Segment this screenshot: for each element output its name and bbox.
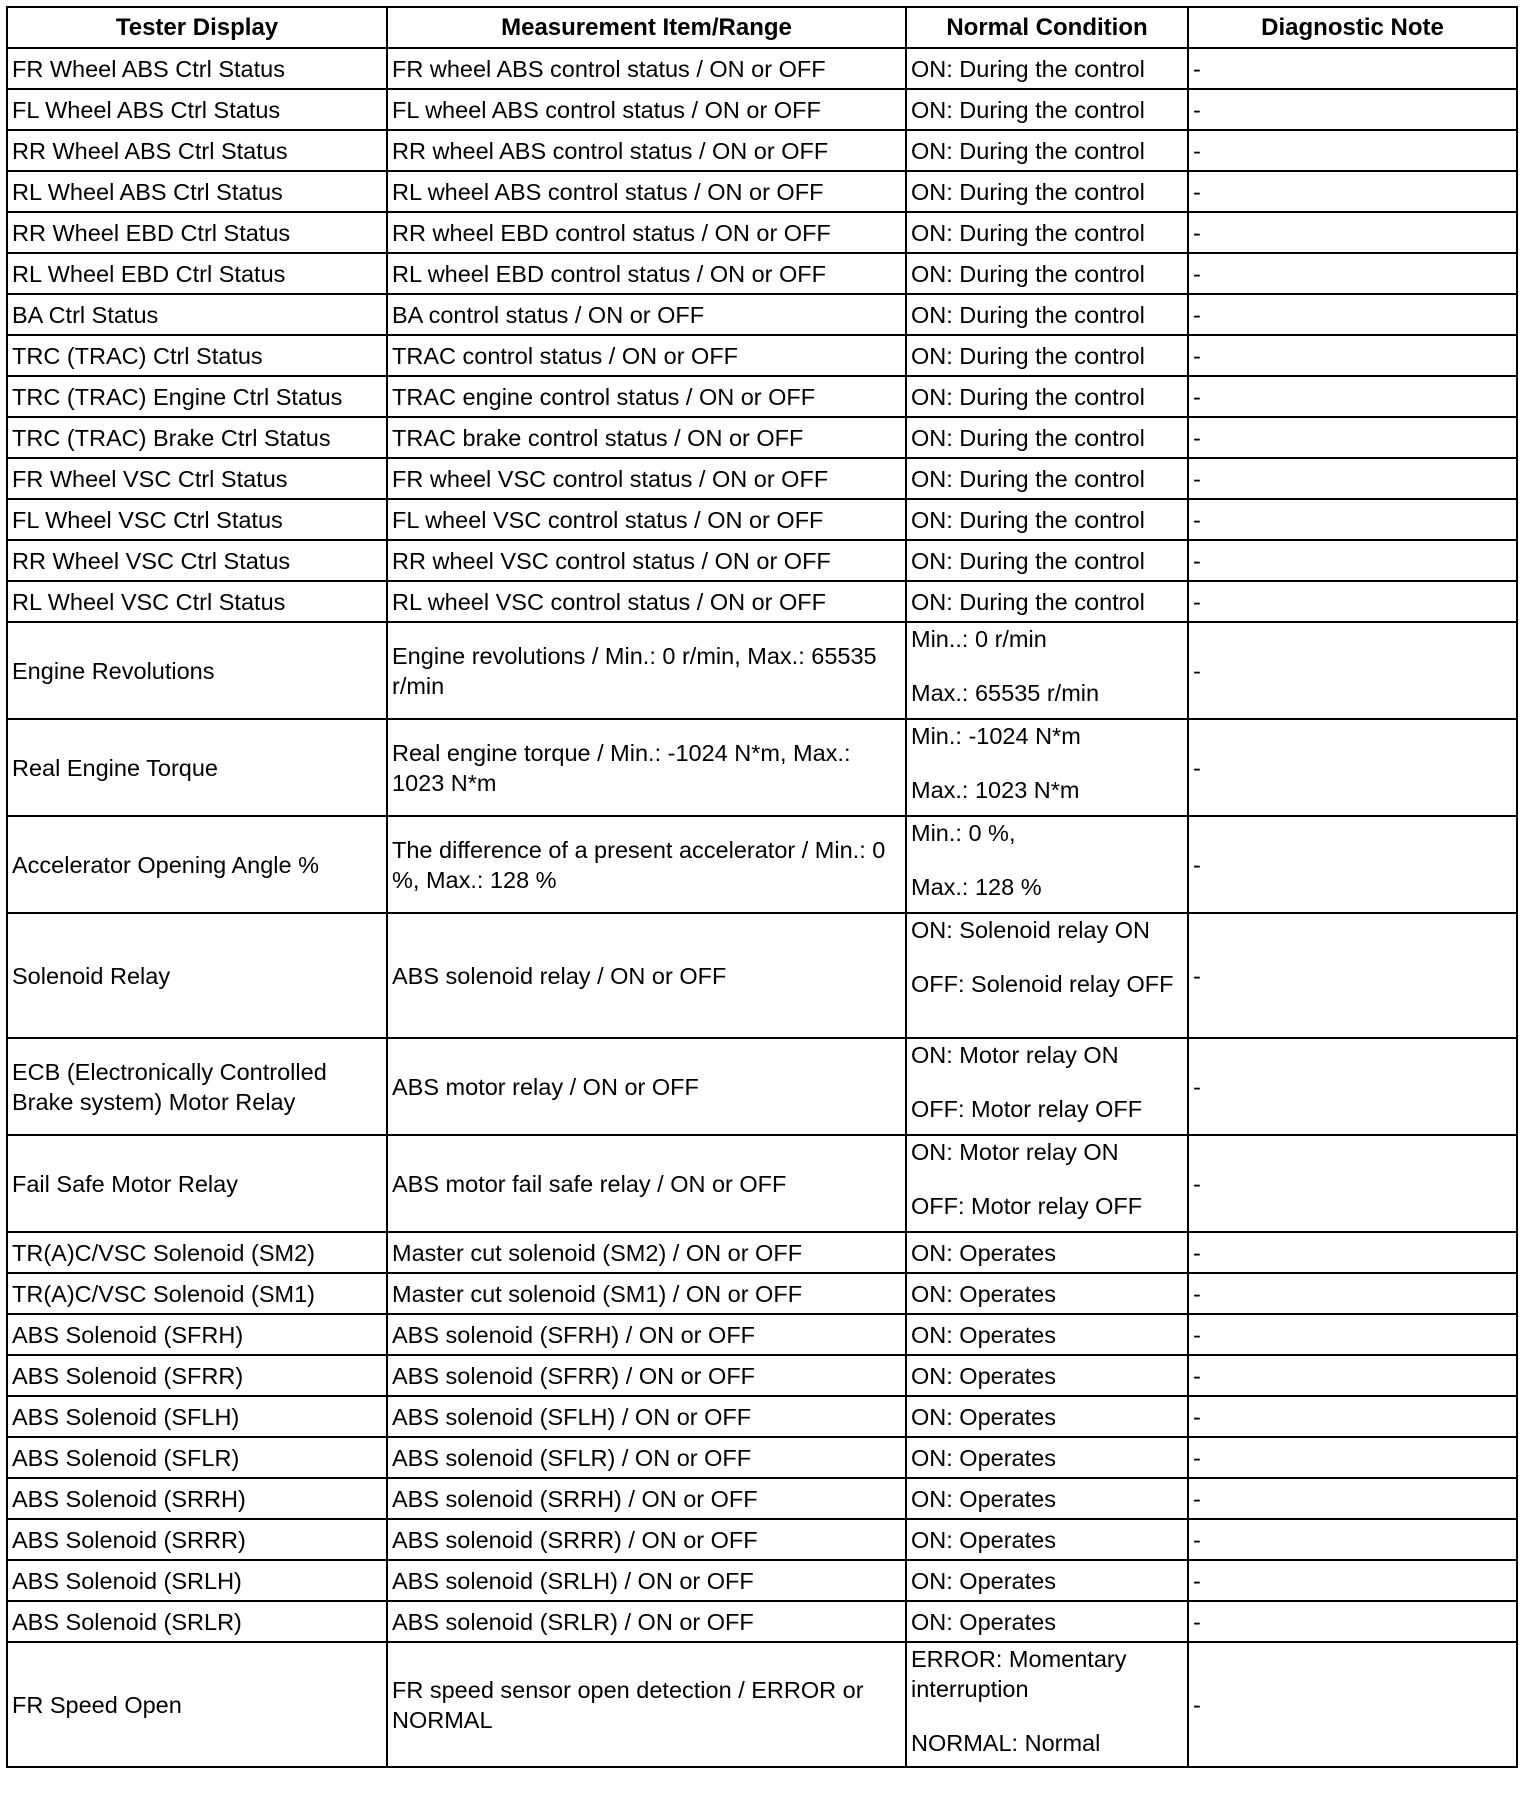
- cell-normal-condition: [906, 376, 1188, 417]
- table-row: [7, 1355, 1517, 1396]
- table-row: [7, 335, 1517, 376]
- table-row: [7, 816, 1517, 913]
- normal-condition-line: ON: During the control: [911, 178, 1145, 205]
- normal-condition-line: ON: During the control: [911, 342, 1145, 369]
- normal-condition-line: Max.: 128 %: [911, 874, 1042, 900]
- cell-measurement-item: ABS solenoid (SRLR) / ON or OFF: [387, 1601, 906, 1642]
- cell-measurement-item: RL wheel EBD control status / ON or OFF: [387, 253, 906, 294]
- cell-normal-condition: [906, 1232, 1188, 1273]
- table-row: [7, 913, 1517, 1038]
- cell-tester-display: RL Wheel VSC Ctrl Status: [7, 581, 387, 622]
- normal-condition-line: ON: During the control: [911, 424, 1145, 451]
- cell-normal-condition: [906, 1437, 1188, 1478]
- cell-measurement-item: FL wheel ABS control status / ON or OFF: [387, 89, 906, 130]
- cell-diagnostic-note: -: [1188, 499, 1517, 540]
- data-list-table: [6, 6, 1518, 1768]
- cell-measurement-item: ABS solenoid (SFLR) / ON or OFF: [387, 1437, 906, 1478]
- normal-condition-line: ERROR: Momentary interruption: [911, 1646, 1127, 1702]
- cell-measurement-item: ABS motor relay / ON or OFF: [387, 1038, 906, 1135]
- cell-diagnostic-note: -: [1188, 335, 1517, 376]
- cell-measurement-item: TRAC control status / ON or OFF: [387, 335, 906, 376]
- cell-normal-condition: [906, 253, 1188, 294]
- normal-condition-line: ON: During the control: [911, 383, 1145, 410]
- column-header-measurement-item: Measurement Item/Range: [387, 7, 906, 48]
- cell-measurement-item: ABS solenoid (SFRH) / ON or OFF: [387, 1314, 906, 1355]
- normal-condition-line: ON: During the control: [911, 506, 1145, 533]
- normal-condition-line: ON: Operates: [911, 1403, 1056, 1430]
- cell-measurement-item: Master cut solenoid (SM2) / ON or OFF: [387, 1232, 906, 1273]
- cell-normal-condition: [906, 1038, 1188, 1135]
- cell-normal-condition: [906, 540, 1188, 581]
- cell-diagnostic-note: -: [1188, 1519, 1517, 1560]
- normal-condition-line: ON: During the control: [911, 588, 1145, 615]
- cell-diagnostic-note: -: [1188, 719, 1517, 816]
- cell-tester-display: RR Wheel VSC Ctrl Status: [7, 540, 387, 581]
- table-row: [7, 1601, 1517, 1642]
- normal-condition-line: ON: Solenoid relay ON: [911, 917, 1151, 943]
- table-row: [7, 458, 1517, 499]
- cell-diagnostic-note: -: [1188, 1232, 1517, 1273]
- cell-measurement-item: ABS solenoid relay / ON or OFF: [387, 913, 906, 1038]
- cell-measurement-item: FL wheel VSC control status / ON or OFF: [387, 499, 906, 540]
- cell-normal-condition: [906, 335, 1188, 376]
- cell-measurement-item: RR wheel VSC control status / ON or OFF: [387, 540, 906, 581]
- cell-measurement-item: RR wheel ABS control status / ON or OFF: [387, 130, 906, 171]
- cell-measurement-item: Master cut solenoid (SM1) / ON or OFF: [387, 1273, 906, 1314]
- cell-normal-condition: [906, 1478, 1188, 1519]
- cell-normal-condition: [906, 1314, 1188, 1355]
- table-row: [7, 253, 1517, 294]
- normal-condition-line: ON: Operates: [911, 1608, 1056, 1635]
- table-row: [7, 1478, 1517, 1519]
- cell-tester-display: ABS Solenoid (SFRR): [7, 1355, 387, 1396]
- normal-condition-line: ON: Operates: [911, 1485, 1056, 1512]
- cell-measurement-item: FR wheel ABS control status / ON or OFF: [387, 48, 906, 89]
- cell-normal-condition: [906, 1601, 1188, 1642]
- cell-measurement-item: ABS solenoid (SRLH) / ON or OFF: [387, 1560, 906, 1601]
- cell-tester-display: ABS Solenoid (SFLH): [7, 1396, 387, 1437]
- cell-tester-display: ABS Solenoid (SRLR): [7, 1601, 387, 1642]
- cell-diagnostic-note: -: [1188, 458, 1517, 499]
- normal-condition-line: ON: Motor relay ON: [911, 1139, 1119, 1165]
- cell-tester-display: TRC (TRAC) Ctrl Status: [7, 335, 387, 376]
- cell-diagnostic-note: -: [1188, 913, 1517, 1038]
- table-row: [7, 89, 1517, 130]
- cell-measurement-item: TRAC engine control status / ON or OFF: [387, 376, 906, 417]
- table-row: [7, 540, 1517, 581]
- cell-tester-display: Engine Revolutions: [7, 622, 387, 719]
- cell-diagnostic-note: -: [1188, 130, 1517, 171]
- normal-condition-line: ON: During the control: [911, 260, 1145, 287]
- table-row: [7, 294, 1517, 335]
- column-header-tester-display: Tester Display: [7, 7, 387, 48]
- normal-condition-line: ON: During the control: [911, 55, 1145, 82]
- cell-diagnostic-note: -: [1188, 89, 1517, 130]
- cell-normal-condition: [906, 719, 1188, 816]
- cell-diagnostic-note: -: [1188, 1560, 1517, 1601]
- cell-normal-condition: [906, 1396, 1188, 1437]
- normal-condition-line: ON: During the control: [911, 465, 1145, 492]
- normal-condition-line: ON: Motor relay ON: [911, 1042, 1119, 1068]
- cell-diagnostic-note: -: [1188, 540, 1517, 581]
- cell-diagnostic-note: -: [1188, 1135, 1517, 1232]
- cell-diagnostic-note: -: [1188, 1273, 1517, 1314]
- normal-condition-line: Min.: 0 %,: [911, 820, 1016, 846]
- cell-normal-condition: [906, 294, 1188, 335]
- cell-tester-display: TR(A)C/VSC Solenoid (SM2): [7, 1232, 387, 1273]
- normal-condition-line: ON: During the control: [911, 96, 1145, 123]
- cell-normal-condition: [906, 499, 1188, 540]
- table-row: [7, 48, 1517, 89]
- cell-tester-display: ABS Solenoid (SRRR): [7, 1519, 387, 1560]
- cell-diagnostic-note: -: [1188, 1038, 1517, 1135]
- cell-tester-display: FR Wheel VSC Ctrl Status: [7, 458, 387, 499]
- cell-measurement-item: ABS solenoid (SFLH) / ON or OFF: [387, 1396, 906, 1437]
- table-row: [7, 1642, 1517, 1767]
- normal-condition-line: Max.: 65535 r/min: [911, 680, 1100, 706]
- cell-normal-condition: [906, 1642, 1188, 1767]
- cell-measurement-item: RL wheel ABS control status / ON or OFF: [387, 171, 906, 212]
- cell-tester-display: TRC (TRAC) Engine Ctrl Status: [7, 376, 387, 417]
- normal-condition-line: ON: During the control: [911, 219, 1145, 246]
- cell-measurement-item: Real engine torque / Min.: -1024 N*m, Max.: 1023 N*m: [387, 719, 906, 816]
- column-header-normal-condition: Normal Condition: [906, 7, 1188, 48]
- normal-condition-line: Max.: 1023 N*m: [911, 777, 1080, 803]
- normal-condition-line: Min.: -1024 N*m: [911, 723, 1081, 749]
- cell-normal-condition: [906, 581, 1188, 622]
- cell-diagnostic-note: -: [1188, 376, 1517, 417]
- cell-tester-display: FL Wheel ABS Ctrl Status: [7, 89, 387, 130]
- cell-normal-condition: [906, 622, 1188, 719]
- normal-condition-line: Min..: 0 r/min: [911, 626, 1047, 652]
- normal-condition-line: OFF: Motor relay OFF: [911, 1096, 1143, 1122]
- cell-normal-condition: [906, 1135, 1188, 1232]
- cell-measurement-item: Engine revolutions / Min.: 0 r/min, Max.: 65535 r/min: [387, 622, 906, 719]
- table-row: [7, 212, 1517, 253]
- table-row: [7, 130, 1517, 171]
- cell-diagnostic-note: -: [1188, 581, 1517, 622]
- cell-measurement-item: RR wheel EBD control status / ON or OFF: [387, 212, 906, 253]
- cell-tester-display: TRC (TRAC) Brake Ctrl Status: [7, 417, 387, 458]
- cell-diagnostic-note: -: [1188, 253, 1517, 294]
- cell-normal-condition: [906, 1355, 1188, 1396]
- cell-tester-display: ABS Solenoid (SFRH): [7, 1314, 387, 1355]
- cell-tester-display: FR Speed Open: [7, 1642, 387, 1767]
- cell-normal-condition: [906, 458, 1188, 499]
- table-row: [7, 171, 1517, 212]
- table-row: [7, 719, 1517, 816]
- cell-normal-condition: [906, 212, 1188, 253]
- cell-tester-display: Real Engine Torque: [7, 719, 387, 816]
- table-row: [7, 622, 1517, 719]
- normal-condition-line: ON: Operates: [911, 1321, 1056, 1348]
- table-row: [7, 1273, 1517, 1314]
- table-row: [7, 1560, 1517, 1601]
- normal-condition-line: NORMAL: Normal: [911, 1730, 1101, 1756]
- cell-diagnostic-note: -: [1188, 294, 1517, 335]
- table-row: [7, 1232, 1517, 1273]
- cell-diagnostic-note: -: [1188, 417, 1517, 458]
- cell-tester-display: Solenoid Relay: [7, 913, 387, 1038]
- cell-tester-display: ECB (Electronically Controlled Brake system) Motor Relay: [7, 1038, 387, 1135]
- table-row: [7, 581, 1517, 622]
- cell-measurement-item: RL wheel VSC control status / ON or OFF: [387, 581, 906, 622]
- cell-measurement-item: BA control status / ON or OFF: [387, 294, 906, 335]
- cell-tester-display: ABS Solenoid (SRRH): [7, 1478, 387, 1519]
- cell-measurement-item: ABS solenoid (SRRH) / ON or OFF: [387, 1478, 906, 1519]
- cell-normal-condition: [906, 1519, 1188, 1560]
- column-header-diagnostic-note: Diagnostic Note: [1188, 7, 1517, 48]
- cell-normal-condition: [906, 130, 1188, 171]
- cell-diagnostic-note: -: [1188, 1478, 1517, 1519]
- cell-normal-condition: [906, 417, 1188, 458]
- header-row: [7, 7, 1517, 48]
- cell-measurement-item: The difference of a present accelerator / Min.: 0 %, Max.: 128 %: [387, 816, 906, 913]
- cell-tester-display: BA Ctrl Status: [7, 294, 387, 335]
- cell-diagnostic-note: -: [1188, 1437, 1517, 1478]
- normal-condition-line: ON: During the control: [911, 137, 1145, 164]
- cell-tester-display: TR(A)C/VSC Solenoid (SM1): [7, 1273, 387, 1314]
- cell-tester-display: Accelerator Opening Angle %: [7, 816, 387, 913]
- normal-condition-line: ON: During the control: [911, 301, 1145, 328]
- cell-normal-condition: [906, 171, 1188, 212]
- table-row: [7, 1396, 1517, 1437]
- cell-normal-condition: [906, 89, 1188, 130]
- cell-diagnostic-note: -: [1188, 48, 1517, 89]
- normal-condition-line: ON: During the control: [911, 547, 1145, 574]
- table-row: [7, 499, 1517, 540]
- normal-condition-line: ON: Operates: [911, 1444, 1056, 1471]
- table-row: [7, 1135, 1517, 1232]
- normal-condition-line: OFF: Motor relay OFF: [911, 1193, 1143, 1219]
- table-row: [7, 1038, 1517, 1135]
- normal-condition-line: ON: Operates: [911, 1239, 1056, 1266]
- cell-diagnostic-note: -: [1188, 622, 1517, 719]
- normal-condition-line: OFF: Solenoid relay OFF: [911, 971, 1174, 997]
- cell-diagnostic-note: -: [1188, 1642, 1517, 1767]
- normal-condition-line: ON: Operates: [911, 1567, 1056, 1594]
- normal-condition-line: ON: Operates: [911, 1362, 1056, 1389]
- cell-tester-display: RL Wheel EBD Ctrl Status: [7, 253, 387, 294]
- cell-measurement-item: ABS motor fail safe relay / ON or OFF: [387, 1135, 906, 1232]
- normal-condition-line: ON: Operates: [911, 1280, 1056, 1307]
- cell-tester-display: RL Wheel ABS Ctrl Status: [7, 171, 387, 212]
- cell-diagnostic-note: -: [1188, 1396, 1517, 1437]
- cell-normal-condition: [906, 1273, 1188, 1314]
- cell-measurement-item: FR speed sensor open detection / ERROR or NORMAL: [387, 1642, 906, 1767]
- normal-condition-line: ON: Operates: [911, 1526, 1056, 1553]
- cell-tester-display: FL Wheel VSC Ctrl Status: [7, 499, 387, 540]
- cell-normal-condition: [906, 48, 1188, 89]
- table-row: [7, 376, 1517, 417]
- cell-tester-display: RR Wheel ABS Ctrl Status: [7, 130, 387, 171]
- cell-measurement-item: ABS solenoid (SFRR) / ON or OFF: [387, 1355, 906, 1396]
- cell-diagnostic-note: -: [1188, 816, 1517, 913]
- cell-diagnostic-note: -: [1188, 212, 1517, 253]
- cell-tester-display: ABS Solenoid (SRLH): [7, 1560, 387, 1601]
- cell-diagnostic-note: -: [1188, 1355, 1517, 1396]
- cell-measurement-item: FR wheel VSC control status / ON or OFF: [387, 458, 906, 499]
- cell-normal-condition: [906, 913, 1188, 1038]
- cell-normal-condition: [906, 1560, 1188, 1601]
- data-list-document: [6, 6, 1516, 1768]
- cell-diagnostic-note: -: [1188, 1601, 1517, 1642]
- cell-measurement-item: TRAC brake control status / ON or OFF: [387, 417, 906, 458]
- table-row: [7, 1519, 1517, 1560]
- cell-tester-display: FR Wheel ABS Ctrl Status: [7, 48, 387, 89]
- cell-diagnostic-note: -: [1188, 171, 1517, 212]
- cell-tester-display: ABS Solenoid (SFLR): [7, 1437, 387, 1478]
- table-row: [7, 1437, 1517, 1478]
- cell-normal-condition: [906, 816, 1188, 913]
- table-row: [7, 417, 1517, 458]
- table-row: [7, 1314, 1517, 1355]
- cell-tester-display: Fail Safe Motor Relay: [7, 1135, 387, 1232]
- cell-tester-display: RR Wheel EBD Ctrl Status: [7, 212, 387, 253]
- cell-measurement-item: ABS solenoid (SRRR) / ON or OFF: [387, 1519, 906, 1560]
- cell-diagnostic-note: -: [1188, 1314, 1517, 1355]
